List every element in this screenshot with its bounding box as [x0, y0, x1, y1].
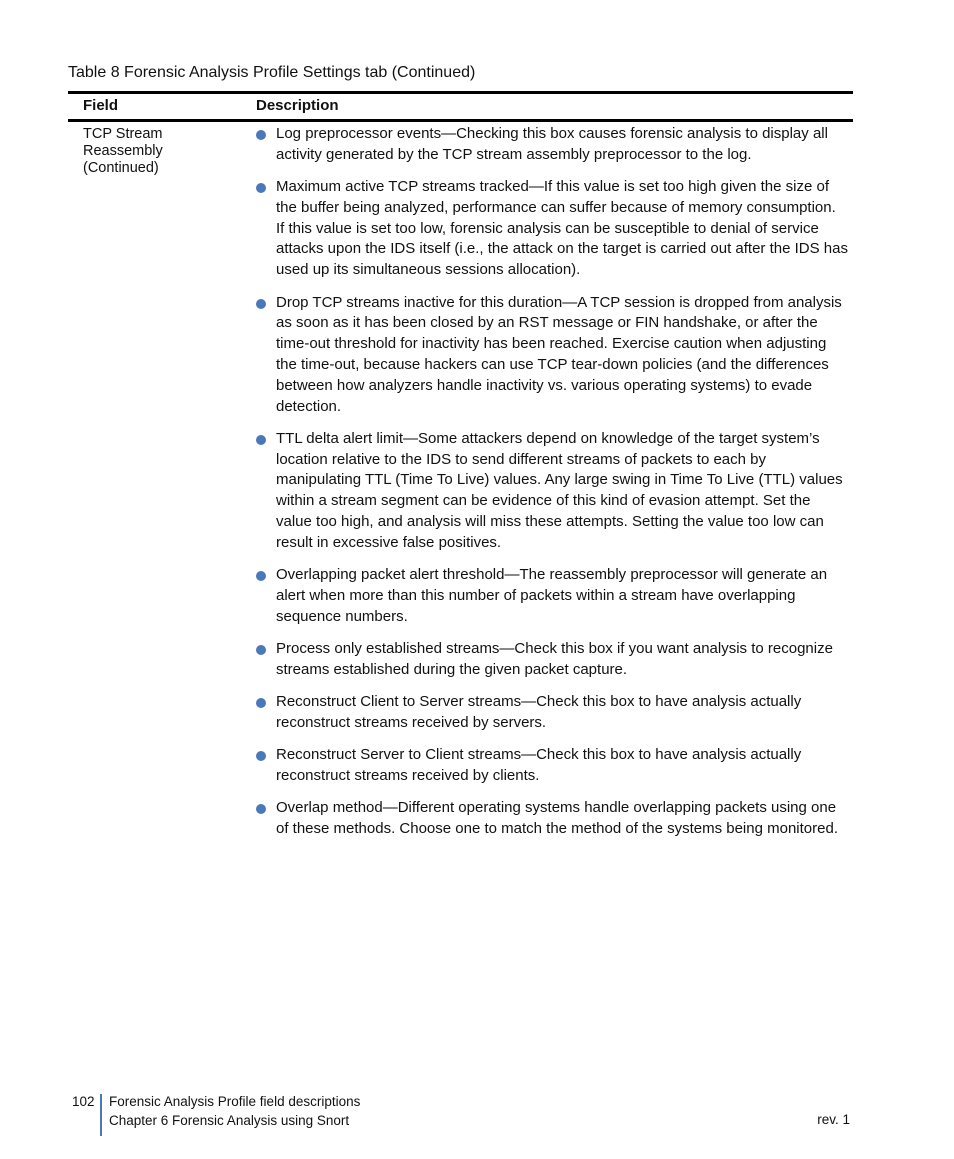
- bullet-icon: [256, 435, 266, 445]
- list-item-text: TTL delta alert limit—Some attackers depend on knowledge of the target system’s location relative to the IDS to send different streams of packets to each by manipulating TTL (Time To Live) values. Any large swing in Time To Live (TTL) values within a stream segment can be evidence of this kind of evasion attempt. Set the value too high, and analysis will miss these attempts. Setting the value too low can result in excessive false positives.: [276, 429, 843, 551]
- bullet-icon: [256, 183, 266, 193]
- footer-section: Forensic Analysis Profile field descriptions: [109, 1094, 361, 1109]
- page-number: 102: [72, 1094, 95, 1109]
- table-caption: Table 8 Forensic Analysis Profile Settings tab (Continued): [68, 64, 476, 81]
- list-item: [256, 565, 848, 627]
- list-item-text: Drop TCP streams inactive for this duration—A TCP session is dropped from analysis as soon as it has been closed by an RST message or FIN handshake, or after the time-out threshold for inactivity has been reached. Exercise caution when adjusting the time-out, because hackers can use TCP tear-down policies (and the differences between how analyzers handle inactivity vs. various operating systems) to evade detection.: [276, 293, 842, 415]
- table-top-rule: [68, 91, 853, 94]
- bullet-icon: [256, 571, 266, 581]
- list-item: [256, 177, 848, 281]
- bullet-icon: [256, 130, 266, 140]
- footer-revision: rev. 1: [817, 1112, 850, 1127]
- list-item: [256, 429, 848, 554]
- bullet-icon: [256, 299, 266, 309]
- bullet-icon: [256, 645, 266, 655]
- footer-divider: [100, 1094, 102, 1136]
- list-item-text: Overlapping packet alert threshold—The reassembly preprocessor will generate an alert when more than this number of packets within a stream have overlapping sequence numbers.: [276, 566, 828, 625]
- footer-chapter: Chapter 6 Forensic Analysis using Snort: [109, 1113, 350, 1128]
- list-item: [256, 745, 848, 787]
- table-header-rule: [68, 119, 853, 122]
- list-item: [256, 293, 848, 418]
- list-item: [256, 692, 848, 734]
- list-item-text: Reconstruct Server to Client streams—Check this box to have analysis actually reconstruct streams received by clients.: [276, 746, 802, 785]
- list-item: [256, 798, 848, 840]
- list-item-text: Maximum active TCP streams tracked—If this value is set too high given the size of the buffer being analyzed, performance can suffer because of memory consumption. If this value is set too low, forensic analysis can be susceptible to denial of service attacks upon the IDS itself (i.e., the attack on the target is carried out after the IDS has used up its simultaneous sessions allocation).: [276, 178, 848, 279]
- list-item-text: Overlap method—Different operating systems handle overlapping packets using one of these methods. Choose one to match the method of the systems being monitored.: [276, 799, 838, 838]
- list-item-text: Process only established streams—Check this box if you want analysis to recognize streams established during the given packet capture.: [276, 640, 833, 678]
- header-field: Field: [83, 97, 119, 114]
- list-item-text: Log preprocessor events—Checking this box causes forensic analysis to display all activity generated by the TCP stream assembly preprocessor to the log.: [276, 125, 828, 163]
- bullet-icon: [256, 751, 266, 761]
- bullet-icon: [256, 804, 266, 814]
- list-item: [256, 639, 848, 681]
- bullet-icon: [256, 698, 266, 708]
- list-item: [256, 124, 848, 166]
- field-cell: [83, 126, 233, 177]
- field-name: TCP Stream Reassembly (Continued): [83, 126, 163, 176]
- list-item-text: Reconstruct Client to Server streams—Check this box to have analysis actually reconstruct streams received by servers.: [276, 693, 802, 731]
- header-description: Description: [256, 97, 339, 114]
- description-list: [256, 124, 848, 851]
